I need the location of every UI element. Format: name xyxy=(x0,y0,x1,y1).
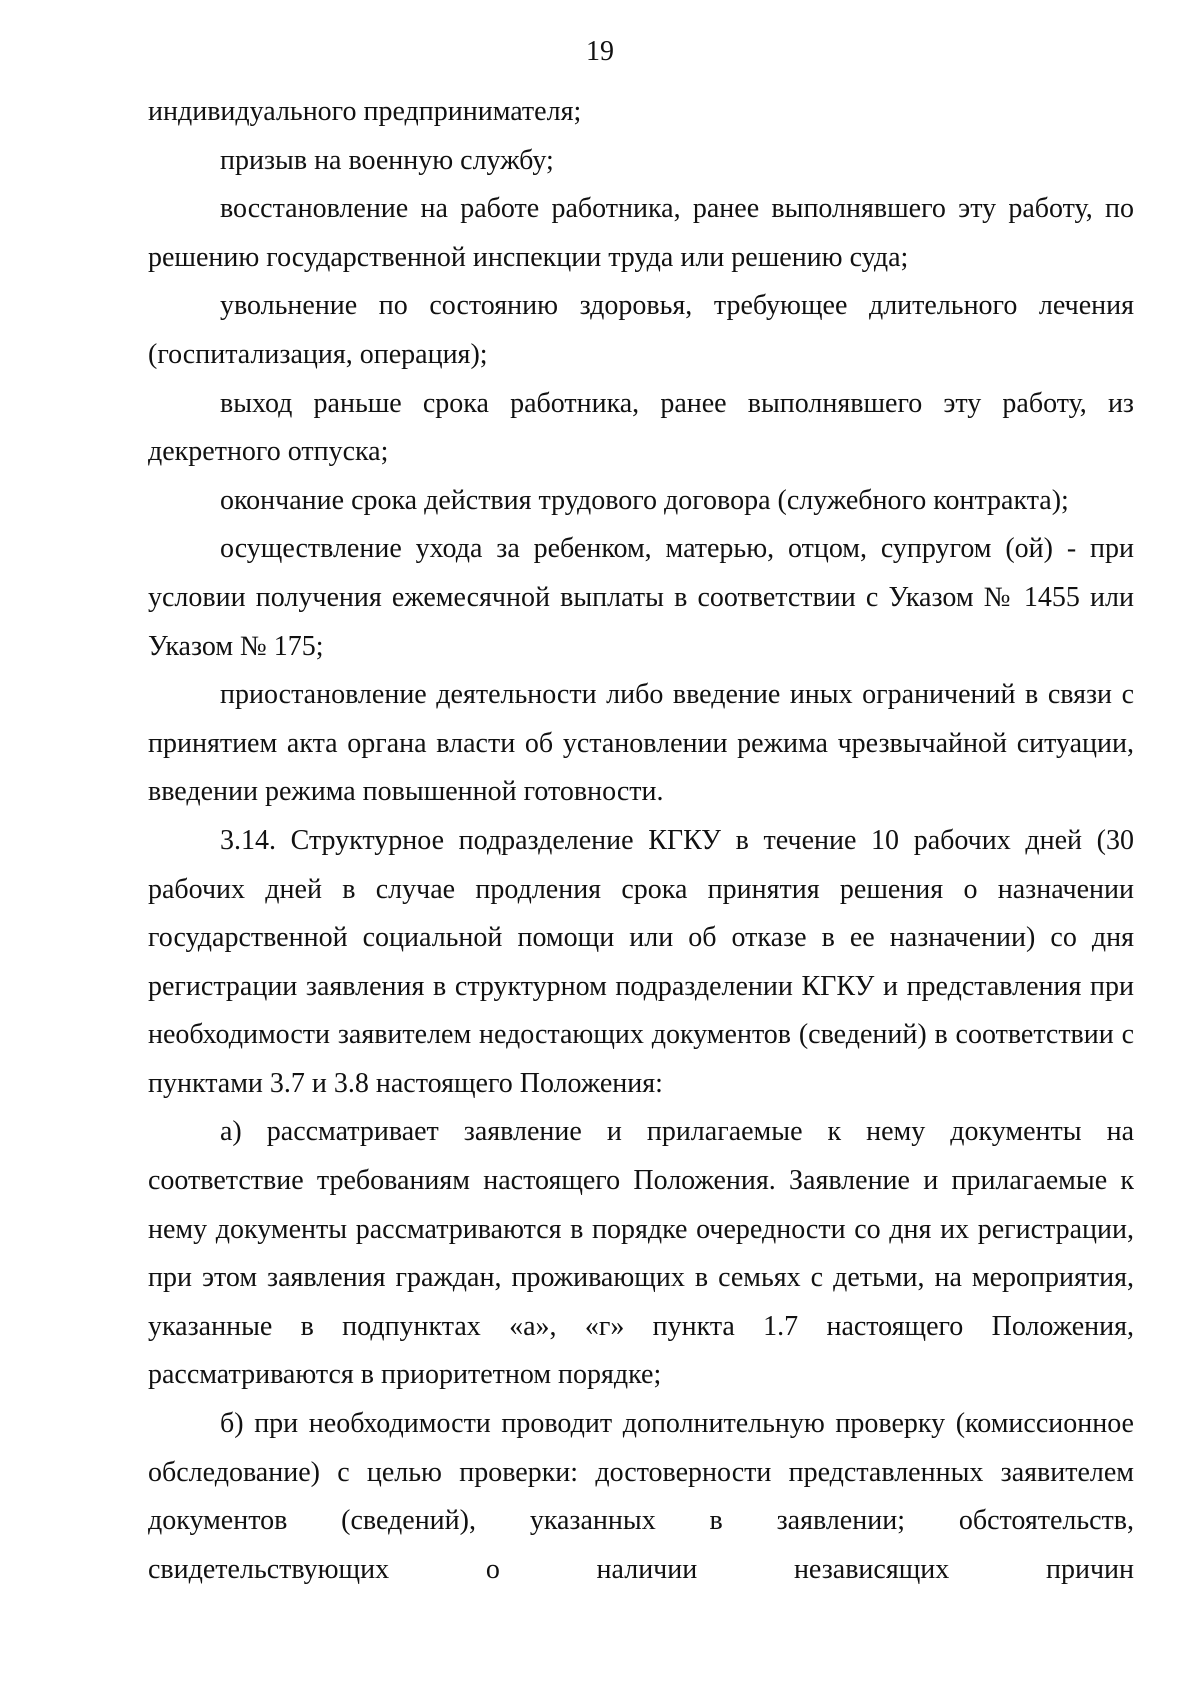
paragraph-8: приостановление деятельности либо введение иных ограничений в связи с принятием акта органа власти об установлении режима чрезвычайной ситуации, введении режима повышенной готовности. xyxy=(148,679,1134,808)
paragraph-3: восстановление на работе работника, ранее выполнявшего эту работу, по решению государственной инспекции труда или решению суда; xyxy=(148,193,1134,273)
paragraph-9: 3.14. Структурное подразделение КГКУ в течение 10 рабочих дней (30 рабочих дней в случае продления срока принятия решения о назначении государственной социальной помощи или об отказе в ее назначении) со дня регистрации заявления в структурном подразделении КГКУ и представления при необходимости заявителем недостающих документов (сведений) в соответствии с пунктами 3.7 и 3.8 настоящего Положения: xyxy=(148,824,1134,1099)
paragraph-4: увольнение по состоянию здоровья, требующее длительного лечения (госпитализация, операция); xyxy=(148,290,1134,370)
paragraph-7: осуществление ухода за ребенком, матерью, отцом, супругом (ой) - при условии получения ежемесячной выплаты в соответствии с Указом № 1455 или Указом № 175; xyxy=(148,533,1134,662)
paragraph-10: а) рассматривает заявление и прилагаемые к нему документы на соответствие требованиям настоящего Положения. Заявление и прилагаемые к нему документы рассматриваются в порядке очередности со дня их регистрации, при этом заявления граждан, проживающих в семьях с детьми, на мероприятия, указанные в подпунктах «а», «г» пункта 1.7 настоящего Положения, рассматриваются в приоритетном порядке; xyxy=(148,1116,1134,1391)
paragraph-5: выход раньше срока работника, ранее выполнявшего эту работу, из декретного отпуска; xyxy=(148,387,1134,468)
paragraph-6: окончание срока действия трудового договора (служебного контракта); xyxy=(220,484,1069,516)
document-body xyxy=(148,88,1134,1594)
paragraph-11: б) при необходимости проводит дополнительную проверку (комиссионное обследование) с целью проверки: достоверности представленных заявителем документов (сведений), указанных в заявлении; обстоятельств, свидетельствующих о наличии независящих причин xyxy=(148,1408,1134,1585)
page-number: 19 xyxy=(586,36,614,67)
paragraph-1: индивидуального предпринимателя; xyxy=(148,96,582,127)
paragraph-2: призыв на военную службу; xyxy=(220,144,554,176)
